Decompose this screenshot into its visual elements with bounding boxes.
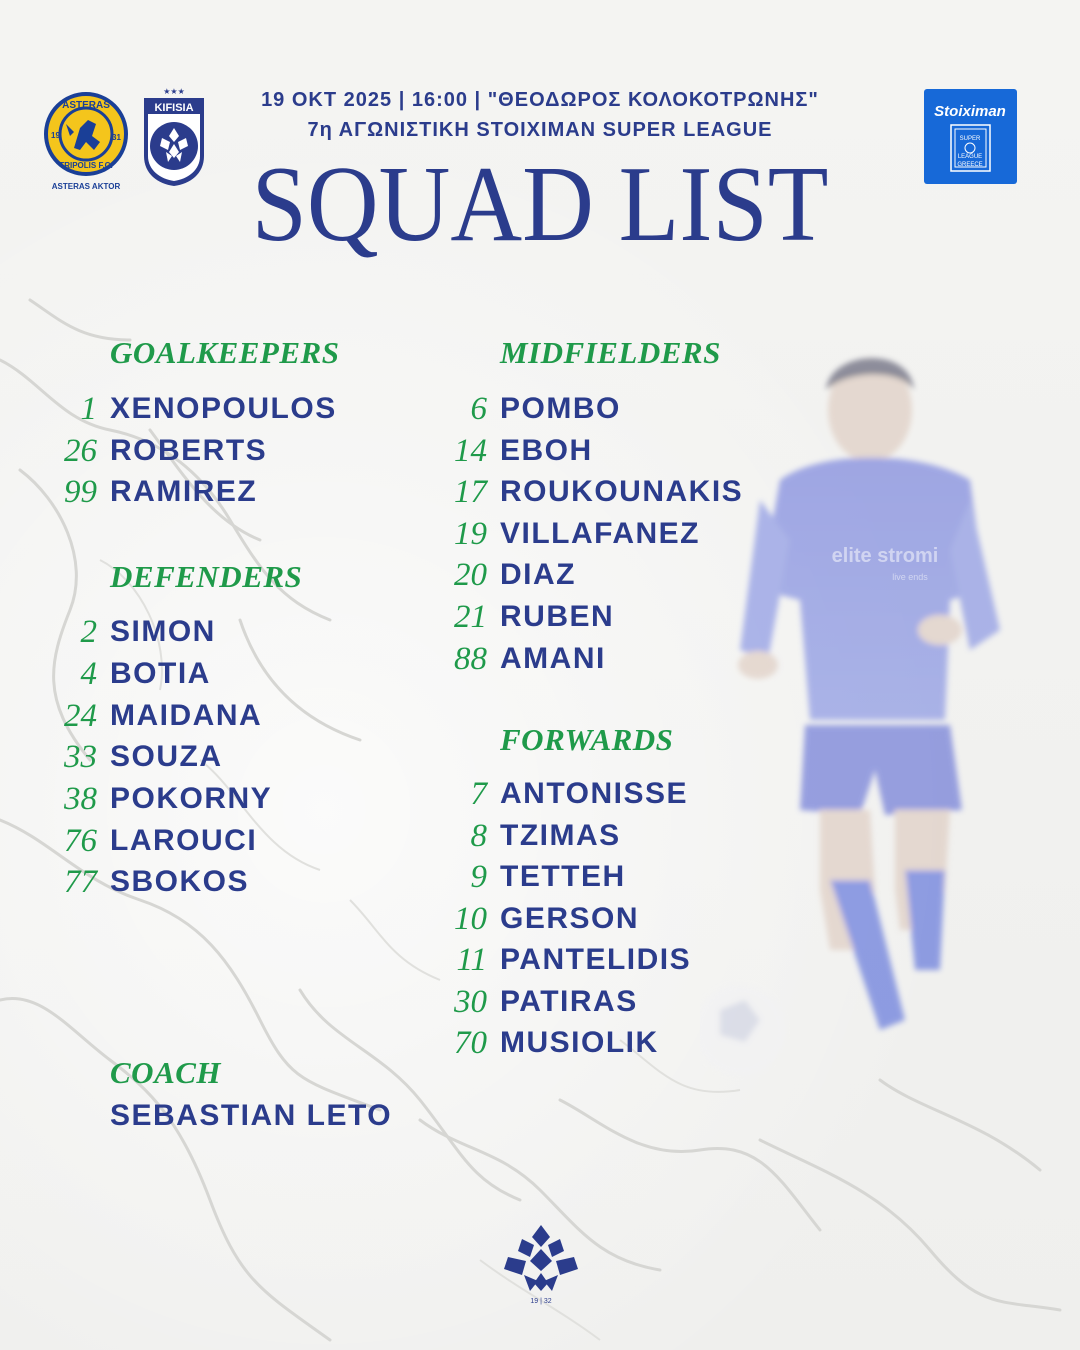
- player-name: SBOKOS: [110, 865, 250, 898]
- player-name: RAMIREZ: [110, 475, 258, 508]
- page-title: SQUAD LIST: [251, 145, 829, 264]
- player-number: 30: [454, 984, 487, 1020]
- player-number: 70: [454, 1025, 487, 1061]
- player-name: POMBO: [500, 392, 621, 425]
- player-number: 6: [470, 391, 487, 427]
- player-name: TETTEH: [500, 860, 626, 893]
- defenders-heading: DEFENDERS: [110, 559, 303, 594]
- player-name: GERSON: [500, 902, 640, 935]
- player-name: PANTELIDIS: [500, 943, 692, 976]
- midfielders-heading: MIDFIELDERS: [500, 335, 721, 370]
- svg-text:19: 19: [51, 131, 60, 140]
- asteras-tripolis-crest: [40, 92, 132, 192]
- svg-text:GREECE: GREECE: [957, 162, 983, 168]
- svg-text:ASTERAS AKTOR: ASTERAS AKTOR: [51, 182, 121, 191]
- svg-text:19 | 32: 19 | 32: [530, 1298, 552, 1305]
- svg-text:elite stromi: elite stromi: [831, 545, 939, 567]
- svg-text:SUPER: SUPER: [959, 136, 981, 142]
- player-photo: [700, 330, 1030, 1100]
- player-name: SIMON: [110, 615, 216, 648]
- svg-text:19 32: 19 32: [167, 173, 181, 179]
- player-number: 21: [454, 599, 487, 635]
- player-number: 38: [64, 781, 97, 817]
- match-round: 7η ΑΓΩΝΙΣΤΙΚΗ STOIXIMAN SUPER LEAGUE: [307, 119, 773, 141]
- player-number: 17: [454, 474, 487, 510]
- forwards-heading: FORWARDS: [500, 722, 674, 757]
- player-number: 33: [64, 739, 97, 775]
- player-number: 9: [470, 859, 487, 895]
- stoiximan-super-league-logo: [924, 89, 1017, 184]
- player-name: ROBERTS: [110, 434, 268, 467]
- svg-text:TRIPOLIS F.C.: TRIPOLIS F.C.: [59, 161, 113, 170]
- player-name: XENOPOULOS: [110, 392, 337, 425]
- svg-text:ASTERAS: ASTERAS: [62, 100, 110, 111]
- svg-text:live ends: live ends: [892, 572, 928, 582]
- player-number: 88: [454, 641, 487, 677]
- goalkeepers-heading: GOALKEEPERS: [110, 335, 340, 370]
- svg-text:★★★: ★★★: [163, 87, 185, 96]
- svg-text:Stoiximan: Stoiximan: [934, 103, 1006, 120]
- player-name: ANTONISSE: [500, 777, 688, 810]
- svg-text:KIFISIA: KIFISIA: [154, 102, 194, 114]
- player-name: RUBEN: [500, 600, 615, 633]
- player-name: VILLAFANEZ: [500, 517, 700, 550]
- player-name: BOTIA: [110, 657, 211, 690]
- player-name: AMANI: [500, 642, 606, 675]
- player-name: EBOH: [500, 434, 593, 467]
- player-number: 7: [470, 776, 487, 812]
- player-number: 24: [64, 698, 97, 734]
- player-name: LAROUCI: [110, 824, 258, 857]
- player-number: 26: [64, 433, 97, 469]
- player-number: 4: [80, 656, 97, 692]
- player-name: MUSIOLIK: [500, 1026, 659, 1059]
- player-number: 10: [454, 901, 487, 937]
- player-number: 8: [470, 818, 487, 854]
- player-number: 77: [64, 864, 97, 900]
- player-name: SOUZA: [110, 740, 223, 773]
- svg-text:LEAGUE: LEAGUE: [957, 154, 983, 160]
- kifisia-emblem-icon: [500, 1225, 582, 1305]
- player-name: POKORNY: [110, 782, 273, 815]
- player-number: 76: [64, 823, 97, 859]
- player-number: 11: [456, 942, 487, 978]
- player-name: DIAZ: [500, 558, 576, 591]
- player-name: ROUKOUNAKIS: [500, 475, 744, 508]
- coach-name: SEBASTIAN LETO: [110, 1099, 393, 1132]
- coach-heading: COACH: [110, 1055, 222, 1090]
- player-number: 14: [454, 433, 487, 469]
- player-name: TZIMAS: [500, 819, 621, 852]
- player-number: 19: [454, 516, 487, 552]
- player-number: 20: [454, 557, 487, 593]
- match-info: 19 ΟΚΤ 2025 | 16:00 | "ΘΕΟΔΩΡΟΣ ΚΟΛΟΚΟΤΡΩΝΗΣ": [261, 89, 819, 111]
- player-number: 99: [64, 474, 97, 510]
- player-number: 1: [80, 391, 97, 427]
- player-name: PATIRAS: [500, 985, 638, 1018]
- svg-text:31: 31: [112, 133, 121, 142]
- player-number: 2: [80, 614, 97, 650]
- kifisia-crest: [138, 86, 210, 188]
- player-name: MAIDANA: [110, 699, 263, 732]
